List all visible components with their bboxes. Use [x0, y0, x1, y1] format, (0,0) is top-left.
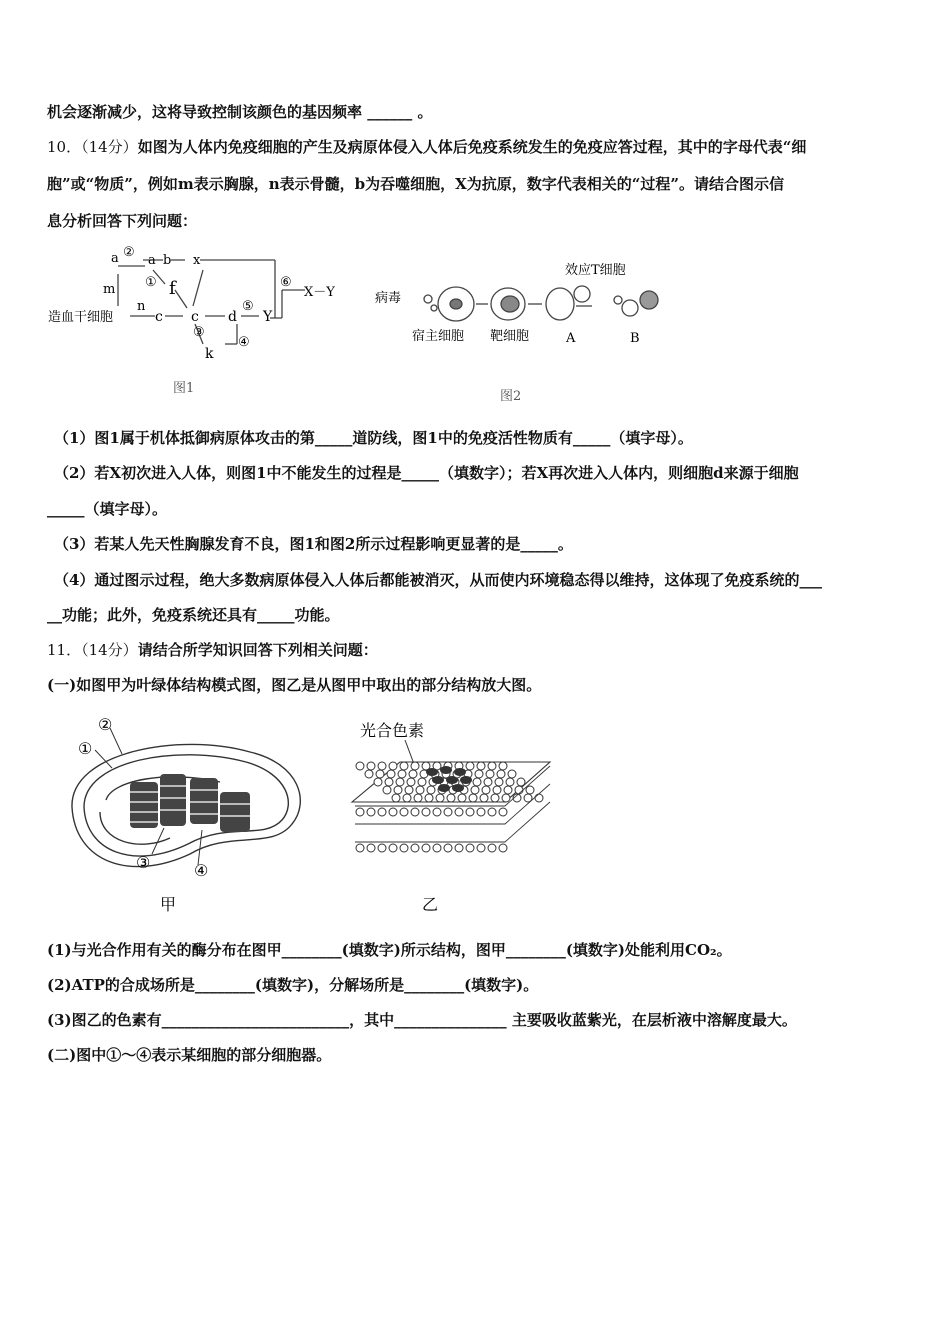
step-3: ③ — [193, 325, 205, 340]
figure-1 — [45, 244, 345, 404]
phospholipid-head — [508, 770, 516, 778]
node-c1: c — [155, 309, 163, 325]
sub-question-1: （1）图1属于机体抵御病原体攻击的第_____道防线，图1中的免疫活性物质有_____（填字母）。 — [54, 429, 693, 447]
phospholipid-head — [367, 844, 375, 852]
phospholipid-head — [486, 770, 494, 778]
phospholipid-head — [403, 794, 411, 802]
phospholipid-head — [383, 786, 391, 794]
phospholipid-head — [477, 808, 485, 816]
phospholipid-head — [458, 794, 466, 802]
answer-3: (3)图乙的色素有_________________________，其中_______________ 主要吸收蓝紫光，在层析液中溶解度最大。 — [47, 1011, 797, 1029]
node-c2: c — [191, 309, 199, 325]
phospholipid-head — [504, 786, 512, 794]
node-a: a — [111, 251, 119, 266]
text-line: 机会逐渐减少，这将导致控制该颜色的基因频率 ______ 。 — [47, 103, 433, 121]
figure-2-caption: 图2 — [500, 389, 522, 404]
sub-question-3: （3）若某人先天性胸腺发育不良，图1和图2所示过程影响更显著的是_____。 — [54, 535, 573, 553]
phospholipid-head — [433, 844, 441, 852]
step-6: ⑥ — [280, 275, 292, 290]
phospholipid-head — [488, 762, 496, 770]
phospholipid-head — [387, 770, 395, 778]
phospholipid-head — [367, 762, 375, 770]
phospholipid-head — [389, 844, 397, 852]
phospholipid-head — [499, 808, 507, 816]
phospholipid-head — [411, 808, 419, 816]
phospholipid-head — [378, 844, 386, 852]
phospholipid-head — [535, 794, 543, 802]
effector-t-cell-label: 效应T细胞 — [565, 263, 626, 278]
phospholipid-head — [405, 786, 413, 794]
phospholipid-head — [398, 770, 406, 778]
phospholipid-head — [497, 770, 505, 778]
figure-1-caption: 图1 — [173, 381, 195, 396]
phospholipid-head — [477, 762, 485, 770]
phospholipid-head — [365, 770, 373, 778]
phospholipid-head — [526, 786, 534, 794]
phospholipid-head — [484, 778, 492, 786]
phospholipid-head — [471, 786, 479, 794]
phospholipid-head — [491, 794, 499, 802]
phospholipid-head — [422, 844, 430, 852]
phospholipid-head — [394, 786, 402, 794]
phospholipid-head — [356, 844, 364, 852]
phospholipid-head — [499, 762, 507, 770]
phospholipid-head — [385, 778, 393, 786]
phospholipid-head — [411, 762, 419, 770]
node-f: f — [169, 278, 176, 299]
figure-3 — [60, 712, 560, 922]
phospholipid-head — [475, 770, 483, 778]
node-n: n — [137, 299, 146, 314]
phospholipid-head — [396, 778, 404, 786]
marker-3: ③ — [136, 853, 151, 872]
phospholipid-head — [469, 794, 477, 802]
phospholipid-head — [400, 762, 408, 770]
phospholipid-head — [376, 770, 384, 778]
phospholipid-head — [409, 770, 417, 778]
question-11 — [47, 640, 378, 660]
phospholipid-head — [367, 808, 375, 816]
phospholipid-head — [455, 844, 463, 852]
question-10-line3: 息分析回答下列问题： — [47, 212, 198, 230]
node-x-y: X－Y — [304, 285, 335, 300]
phospholipid-head — [493, 786, 501, 794]
phospholipid-head — [444, 844, 452, 852]
phospholipid-head — [517, 778, 525, 786]
phospholipid-head — [480, 794, 488, 802]
label-yi: 乙 — [422, 895, 439, 914]
phospholipid-head — [392, 794, 400, 802]
sub-question-2a: （2）若X初次进入人体，则图1中不能发生的过程是_____（填数字）；若X再次进入人体内，则细胞d来源于细胞 — [54, 464, 799, 482]
phospholipid-head — [407, 778, 415, 786]
figure-2 — [370, 252, 680, 407]
phospholipid-head — [418, 778, 426, 786]
marker-1: ① — [78, 739, 93, 758]
phospholipid-head — [411, 844, 419, 852]
step-2: ② — [123, 245, 135, 260]
phospholipid-head — [416, 786, 424, 794]
question-number: 11．（14分） — [47, 641, 138, 659]
sub-question-4b: __功能；此外，免疫系统还具有_____功能。 — [47, 606, 340, 624]
question-text: 请结合所学知识回答下列相关问题： — [137, 641, 378, 659]
hematopoietic-stem-cell-label: 造血干细胞 — [48, 310, 114, 325]
phospholipid-head — [422, 808, 430, 816]
label-b: B — [630, 331, 640, 346]
part-2-intro: (二)图中①～④表示某细胞的部分细胞器。 — [47, 1046, 332, 1064]
node-d: d — [228, 309, 237, 325]
step-1: ① — [145, 275, 157, 290]
phospholipid-head — [447, 794, 455, 802]
question-10-line2: 胞”或“物质”，例如m表示胸腺，n表示骨髓，b为吞噬细胞，X为抗原，数字代表相关的“过程”。请结合图示信 — [47, 175, 785, 193]
target-cell-label: 靶细胞 — [490, 329, 530, 344]
host-cell-label: 宿主细胞 — [412, 329, 465, 344]
phospholipid-head — [506, 778, 514, 786]
label-a: A — [566, 331, 576, 346]
answer-1: (1)与光合作用有关的酶分布在图甲________(填数字)所示结构，图甲________(填数字)处能利用CO₂。 — [47, 941, 732, 959]
phospholipid-head — [400, 808, 408, 816]
phospholipid-head — [414, 794, 422, 802]
phospholipid-head — [427, 786, 435, 794]
phospholipid-head — [378, 762, 386, 770]
answer-2: (2)ATP的合成场所是________(填数字)，分解场所是________(填数字)。 — [47, 976, 539, 994]
phospholipid-head — [378, 808, 386, 816]
label-jia: 甲 — [160, 895, 177, 914]
phospholipid-head — [499, 844, 507, 852]
node-y: Y — [263, 309, 273, 325]
marker-4: ④ — [194, 861, 209, 880]
phospholipid-head — [436, 794, 444, 802]
node-x: x — [193, 253, 201, 268]
question-number: 10．（14分） — [47, 138, 138, 156]
node-k: k — [205, 346, 214, 362]
phospholipid-head — [473, 778, 481, 786]
phospholipid-head — [482, 786, 490, 794]
marker-2: ② — [98, 715, 113, 734]
sub-question-4a: （4）通过图示过程，绝大多数病原体侵入人体后都能被消灭，从而使内环境稳态得以维持，这体现了免疫系统的___ — [54, 571, 822, 589]
phospholipid-head — [374, 778, 382, 786]
pigment-label: 光合色素 — [360, 721, 425, 740]
phospholipid-head — [466, 762, 474, 770]
phospholipid-head — [425, 794, 433, 802]
phospholipid-head — [488, 844, 496, 852]
phospholipid-head — [356, 808, 364, 816]
question-text: 如图为人体内免疫细胞的产生及病原体侵入人体后免疫系统发生的免疫应答过程，其中的字母代表“细 — [137, 138, 807, 156]
phospholipid-head — [433, 808, 441, 816]
phospholipid-head — [444, 808, 452, 816]
phospholipid-head — [495, 778, 503, 786]
phospholipid-head — [488, 808, 496, 816]
question-10-line1 — [47, 137, 806, 157]
phospholipid-head — [502, 794, 510, 802]
phospholipid-head — [389, 808, 397, 816]
node-m: m — [103, 282, 116, 297]
sub-question-2b: _____（填字母）。 — [47, 500, 168, 518]
phospholipid-head — [455, 808, 463, 816]
phospholipid-head — [515, 786, 523, 794]
phospholipid-head — [389, 762, 397, 770]
node-a2: a — [148, 253, 156, 268]
step-4: ④ — [238, 335, 250, 350]
node-b: b — [163, 253, 172, 268]
part-1-intro: (一)如图甲为叶绿体结构模式图，图乙是从图甲中取出的部分结构放大图。 — [47, 676, 542, 694]
phospholipid-head — [400, 844, 408, 852]
phospholipid-head — [466, 844, 474, 852]
phospholipid-head — [356, 762, 364, 770]
phospholipid-head — [466, 808, 474, 816]
virus-label: 病毒 — [375, 291, 402, 306]
step-5: ⑤ — [242, 299, 254, 314]
phospholipid-head — [477, 844, 485, 852]
